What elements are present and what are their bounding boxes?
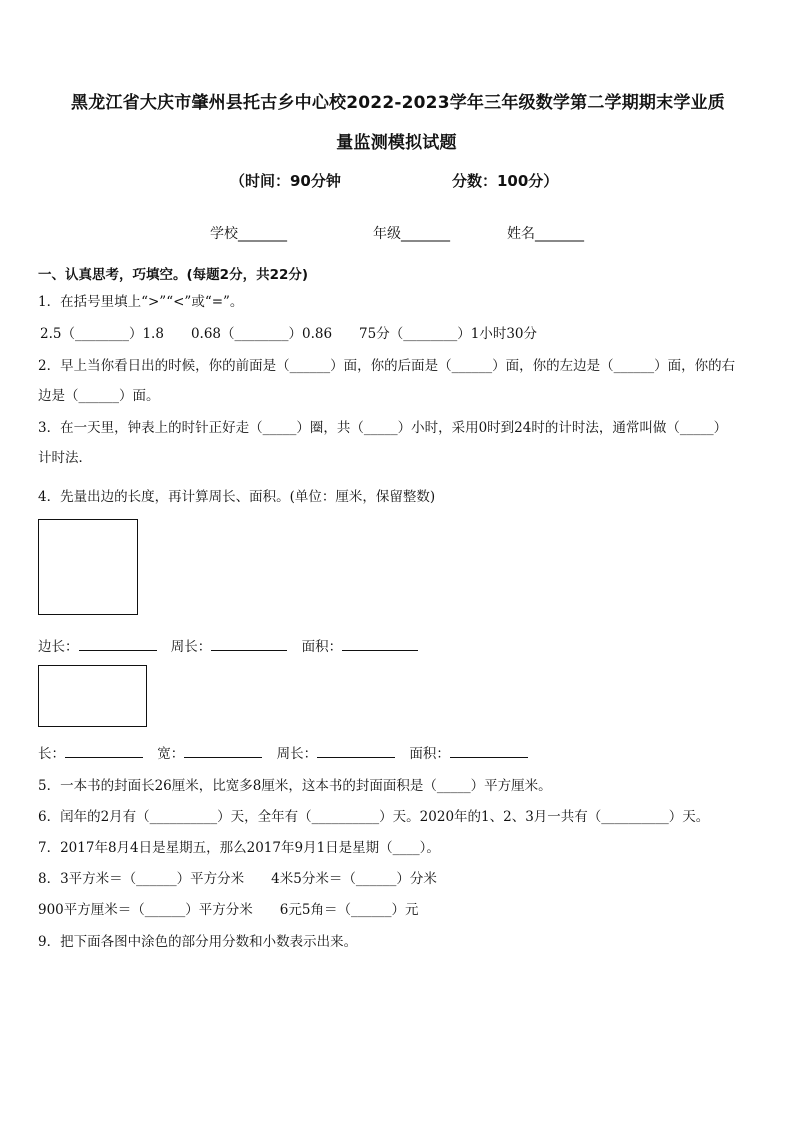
question-7: 7．2017年8月4日是星期五，那么2017年9月1日是星期（____）。 <box>38 840 440 856</box>
question-3-line2: 计时法． <box>38 450 92 466</box>
question-8-line2: 900平方厘米＝（______）平方分米 6元5角＝（______）元 <box>38 902 419 918</box>
grade-field: 年级_______ <box>373 226 450 242</box>
exam-time: （时间：90分钟 <box>230 172 341 190</box>
question-4: 4．先量出边的长度，再计算周长、面积。(单位：厘米，保留整数) <box>38 489 436 505</box>
question-1-items: 2.5（________）1.8 0.68（________）0.86 75分（________）1小时30分 <box>40 326 538 342</box>
rect-length-blank <box>65 744 143 759</box>
rect-width-label: 宽： <box>157 746 185 762</box>
rect-perimeter-label: 周长： <box>276 746 318 762</box>
question-5: 5．一本书的封面长26厘米，比宽多8厘米，这本书的封面面积是（_____）平方厘米。 <box>38 778 552 794</box>
question-9: 9．把下面各图中涂色的部分用分数和小数表示出来。 <box>38 934 358 950</box>
question-2-line1: 2．早上当你看日出的时候，你的前面是（______）面，你的后面是（______）面，你的左边是（______）面，你的右 <box>38 358 736 374</box>
square-perimeter-blank <box>211 637 287 652</box>
square-measure-row <box>38 635 418 655</box>
title-line2: 量监测模拟试题 <box>336 133 457 153</box>
square-perimeter-label: 周长： <box>170 639 212 655</box>
square-figure <box>38 519 138 615</box>
title-line1: 黑龙江省大庆市肇州县托古乡中心校2022-2023学年三年级数学第二学期期末学业质 <box>71 93 725 113</box>
rect-width-blank <box>184 744 262 759</box>
rectangle-measure-row <box>38 742 528 762</box>
question-2-line2: 边是（______）面。 <box>38 388 160 404</box>
square-side-blank <box>79 637 157 652</box>
exam-score: 分数：100分） <box>452 172 559 190</box>
square-side-label: 边长： <box>38 639 79 655</box>
rect-length-label: 长： <box>38 746 65 762</box>
name-field: 姓名_______ <box>507 226 584 242</box>
school-field: 学校_______ <box>210 226 287 242</box>
rectangle-figure <box>38 665 147 727</box>
square-area-label: 面积： <box>301 639 343 655</box>
section1-heading: 一、认真思考，巧填空。(每题2分，共22分) <box>38 267 309 283</box>
rect-area-blank <box>450 744 528 759</box>
square-area-blank <box>342 637 418 652</box>
question-3-line1: 3．在一天里，钟表上的时针正好走（_____）圈，共（_____）小时，采用0时到24时的计时法，通常叫做（_____） <box>38 420 728 436</box>
question-8-line1: 8．3平方米＝（______）平方分米 4米5分米＝（______）分米 <box>38 871 437 887</box>
question-6: 6．闰年的2月有（__________）天，全年有（__________）天。2020年的1、2、3月一共有（__________）天。 <box>38 809 710 825</box>
question-1: 1．在括号里填上“>”“<”或“=”。 <box>38 294 244 310</box>
rect-perimeter-blank <box>317 744 395 759</box>
rect-area-label: 面积： <box>409 746 450 762</box>
